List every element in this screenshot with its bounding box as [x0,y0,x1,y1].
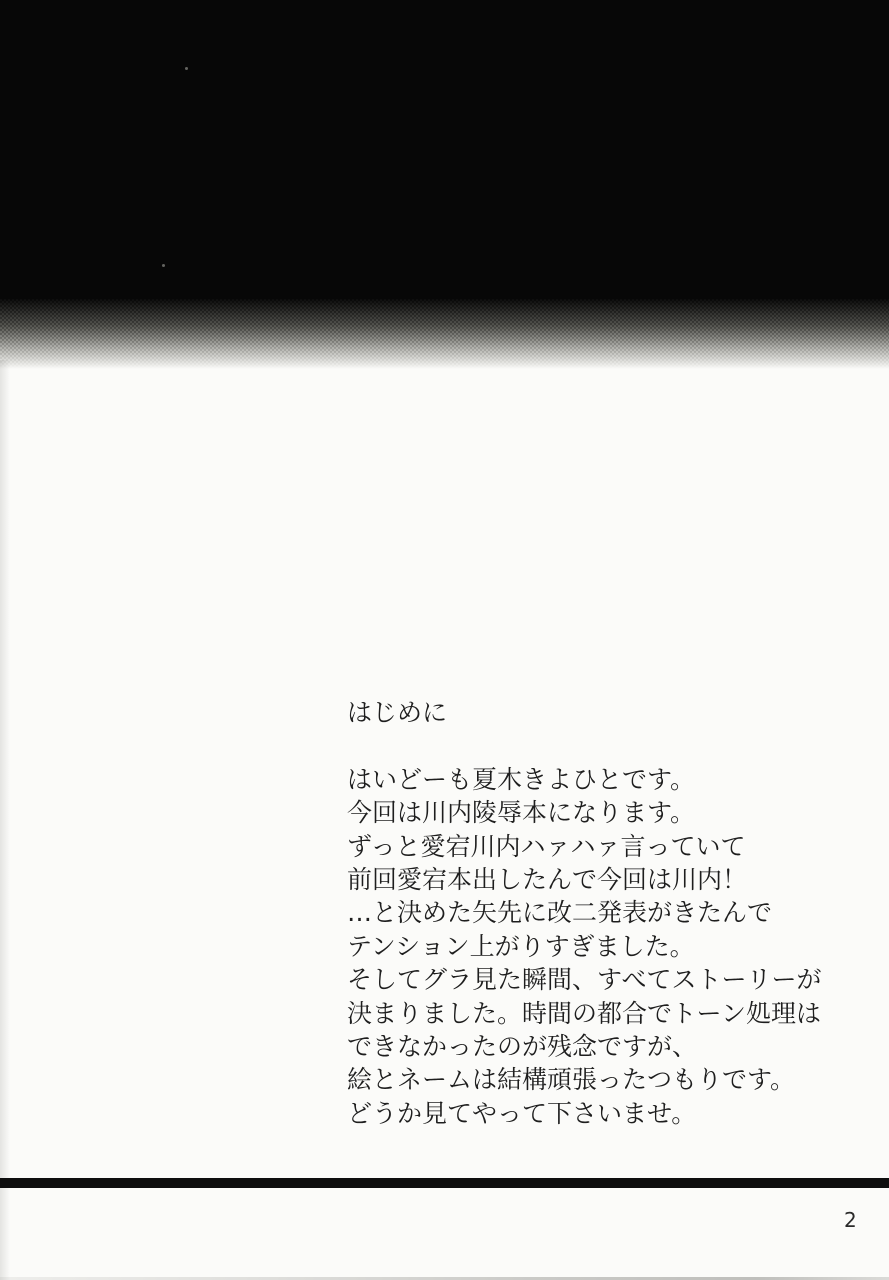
blank-line [347,729,822,762]
afterword-line: 前回愛宕本出したんで今回は川内！ [347,864,748,894]
dust-speck [185,67,188,70]
afterword-line: できなかったのが残念ですが、 [347,1031,698,1061]
bottom-black-rule [0,1178,889,1188]
afterword-text-block [347,696,822,1130]
afterword-line: 決まりました。時間の都合でトーン処理は [347,998,822,1028]
afterword-line: ずっと愛宕川内ハァハァ言っていて [347,831,746,861]
afterword-line: 今回は川内陵辱本になります。 [347,798,696,828]
afterword-heading: はじめに [347,698,448,727]
top-black-band [0,0,889,299]
afterword-line: テンション上がりすぎました。 [347,931,695,961]
afterword-line: そしてグラ見た瞬間、すべてストーリーが [347,965,822,995]
afterword-line: …と決めた矢先に改二発表がきたんで [347,898,773,928]
scan-left-shadow [0,360,10,1280]
dust-speck [162,264,165,267]
afterword-line: はいどーも夏木きよひとです。 [347,764,696,794]
halftone-gradient-band [0,299,889,369]
page-number: 2 [844,1208,857,1232]
afterword-line: 絵とネームは結構頑張ったつもりです。 [347,1065,796,1095]
afterword-line: どうか見てやって下さいませ。 [347,1098,697,1128]
